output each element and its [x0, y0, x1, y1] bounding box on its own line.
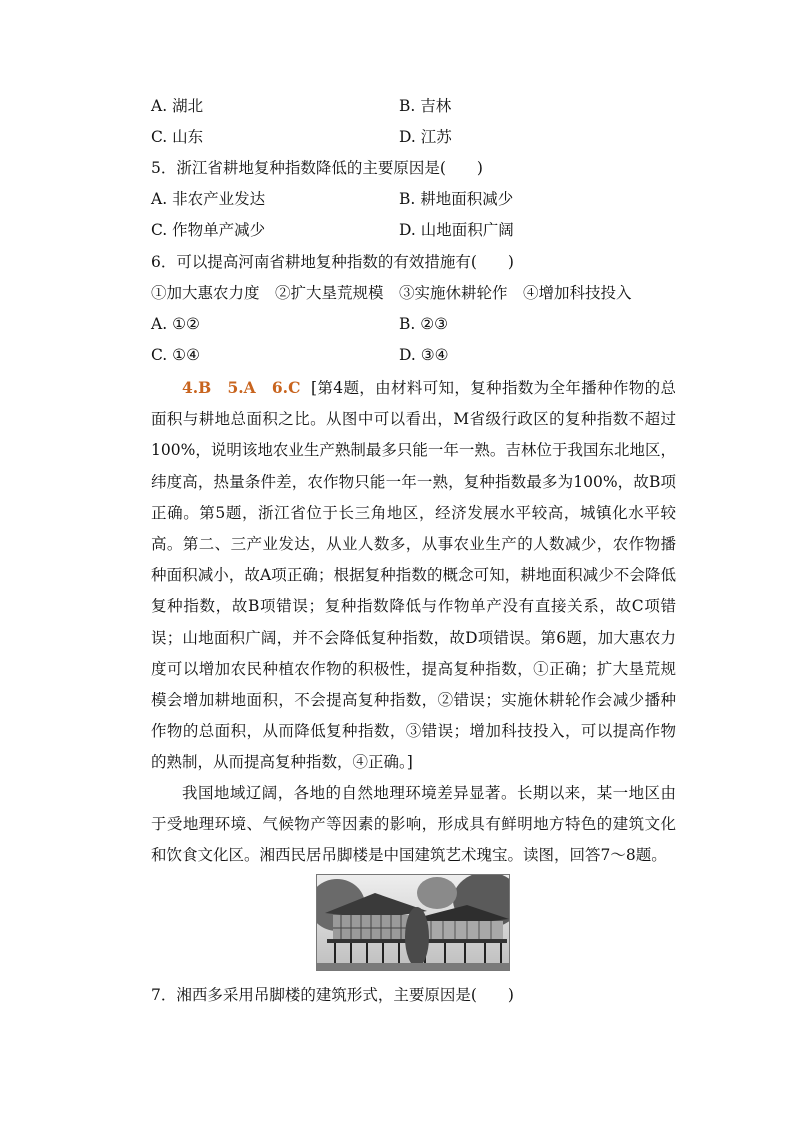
answer-explanation [151, 372, 676, 779]
stilt-house-photo [316, 874, 510, 971]
q5-option-b: B. 耕地面积减少 [399, 190, 514, 208]
answer-keys: 4.B 5.A 6.C [182, 378, 301, 397]
q4-option-a: A. 湖北 [151, 97, 204, 115]
q6-stem: 6．可以提高河南省耕地复种指数的有效措施有( ) [151, 253, 514, 271]
explanation-text: [第4题，由材料可知，复种指数为全年播种作物的总面积与耕地总面积之比。从图中可以看出，M省级行政区的复种指数不超过100%，说明该地农业生产熟制最多只能一年一熟。吉林位于我国东北地区，纬度高，热量条件差，农作物只能一年一熟，复种指数最多为100%，故B项正确。第5题，浙江省位于长三角地区，经济发展水平较高，城镇化水平较高。第二、三产业发达，从业人数多，从事农业生产的人数减少，农作物播种面积减小，故A项正确；根据复种指数的概念可知，耕地面积减少不会降低复种指数，故B项错误；复种指数降低与作物单产没有直接关系，故C项错误；山地面积广阔，并不会降低复种指数，故D项错误。第6题，加大惠农力度可以增加农民种植农作物的积极性，提高复种指数，①正确；扩大垦荒规模会增加耕地面积，不会提高复种指数，②错误；实施休耕轮作会减少播种作物的总面积，从而降低复种指数，③错误；增加科技投入，可以提高作物的熟制，从而提高复种指数，④正确。] [151, 379, 676, 772]
q4-option-d: D. 江苏 [399, 128, 452, 146]
q5-option-a: A. 非农产业发达 [151, 190, 266, 208]
q4-option-c: C. 山东 [151, 128, 204, 146]
intro-paragraph: 我国地域辽阔，各地的自然地理环境差异显著。长期以来，某一地区由于受地理环境、气候物产等因素的影响，形成具有鲜明地方特色的建筑文化和饮食文化区。湘西民居吊脚楼是中国建筑艺术瑰宝。读图，回答7～8题。 [151, 784, 676, 865]
q6-option-a: A. ①② [151, 315, 200, 333]
q7-stem: 7．湘西多采用吊脚楼的建筑形式，主要原因是( ) [151, 986, 514, 1004]
stilt-house-illustration [317, 875, 510, 971]
q6-option-b: B. ②③ [399, 315, 449, 333]
q5-option-c: C. 作物单产减少 [151, 221, 266, 239]
q6-option-d: D. ③④ [399, 346, 449, 364]
q4-option-b: B. 吉林 [399, 97, 452, 115]
q5-option-d: D. 山地面积广阔 [399, 221, 514, 239]
q5-stem: 5．浙江省耕地复种指数降低的主要原因是( ) [151, 159, 483, 177]
q6-option-c: C. ①④ [151, 346, 200, 364]
q6-measures: ①加大惠农力度 ②扩大垦荒规模 ③实施休耕轮作 ④增加科技投入 [151, 284, 632, 302]
